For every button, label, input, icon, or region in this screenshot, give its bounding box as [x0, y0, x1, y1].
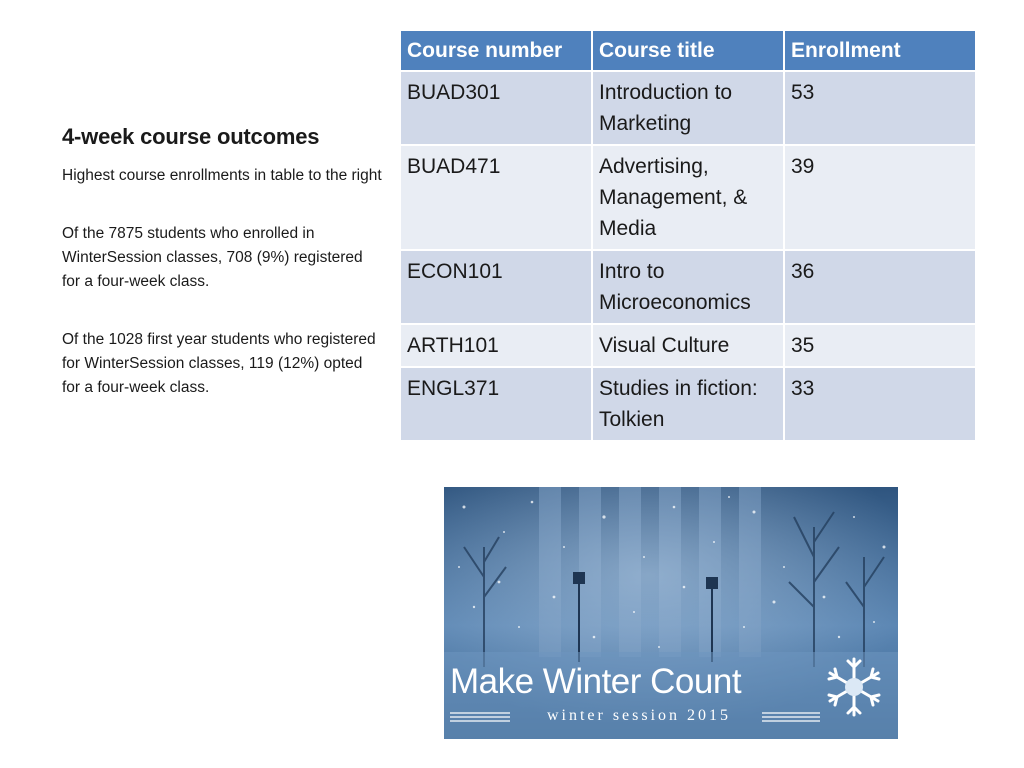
- table-row: [401, 324, 976, 367]
- section-heading: 4-week course outcomes: [62, 124, 320, 149]
- table-header-row: [401, 31, 976, 71]
- cell-course-title: Visual Culture: [592, 324, 784, 367]
- cell-course-number: ECON101: [401, 250, 592, 324]
- table-row: [401, 250, 976, 324]
- cell-enrollment: 35: [784, 324, 976, 367]
- cell-course-title: Studies in fiction: Tolkien: [592, 367, 784, 441]
- cell-course-title: Advertising, Management, & Media: [592, 145, 784, 250]
- winter-session-banner: [444, 487, 898, 739]
- header-enrollment: Enrollment: [784, 31, 976, 71]
- cell-course-title: Introduction to Marketing: [592, 71, 784, 145]
- banner-title: Make Winter Count: [450, 662, 742, 701]
- cell-course-title: Intro to Microeconomics: [592, 250, 784, 324]
- cell-course-number: ENGL371: [401, 367, 592, 441]
- cell-course-number: BUAD301: [401, 71, 592, 145]
- summary-paragraph-3: Of the 1028 first year students who registered for WinterSession classes, 119 (12%) opted for a four-week class.: [62, 331, 376, 396]
- enrollment-table: [401, 31, 977, 442]
- summary-paragraph-1: Highest course enrollments in table to the right: [62, 167, 382, 184]
- summary-panel: [62, 124, 382, 434]
- header-course-number: Course number: [401, 31, 592, 71]
- cell-enrollment: 36: [784, 250, 976, 324]
- cell-enrollment: 33: [784, 367, 976, 441]
- summary-paragraph-2: Of the 7875 students who enrolled in WinterSession classes, 708 (9%) registered for a four-week class.: [62, 225, 363, 290]
- cell-course-number: BUAD471: [401, 145, 592, 250]
- header-course-title: Course title: [592, 31, 784, 71]
- cell-enrollment: 39: [784, 145, 976, 250]
- table-row: [401, 367, 976, 441]
- cell-course-number: ARTH101: [401, 324, 592, 367]
- cell-enrollment: 53: [784, 71, 976, 145]
- table-row: [401, 71, 976, 145]
- banner-subtitle: winter session 2015: [546, 707, 732, 724]
- table-row: [401, 145, 976, 250]
